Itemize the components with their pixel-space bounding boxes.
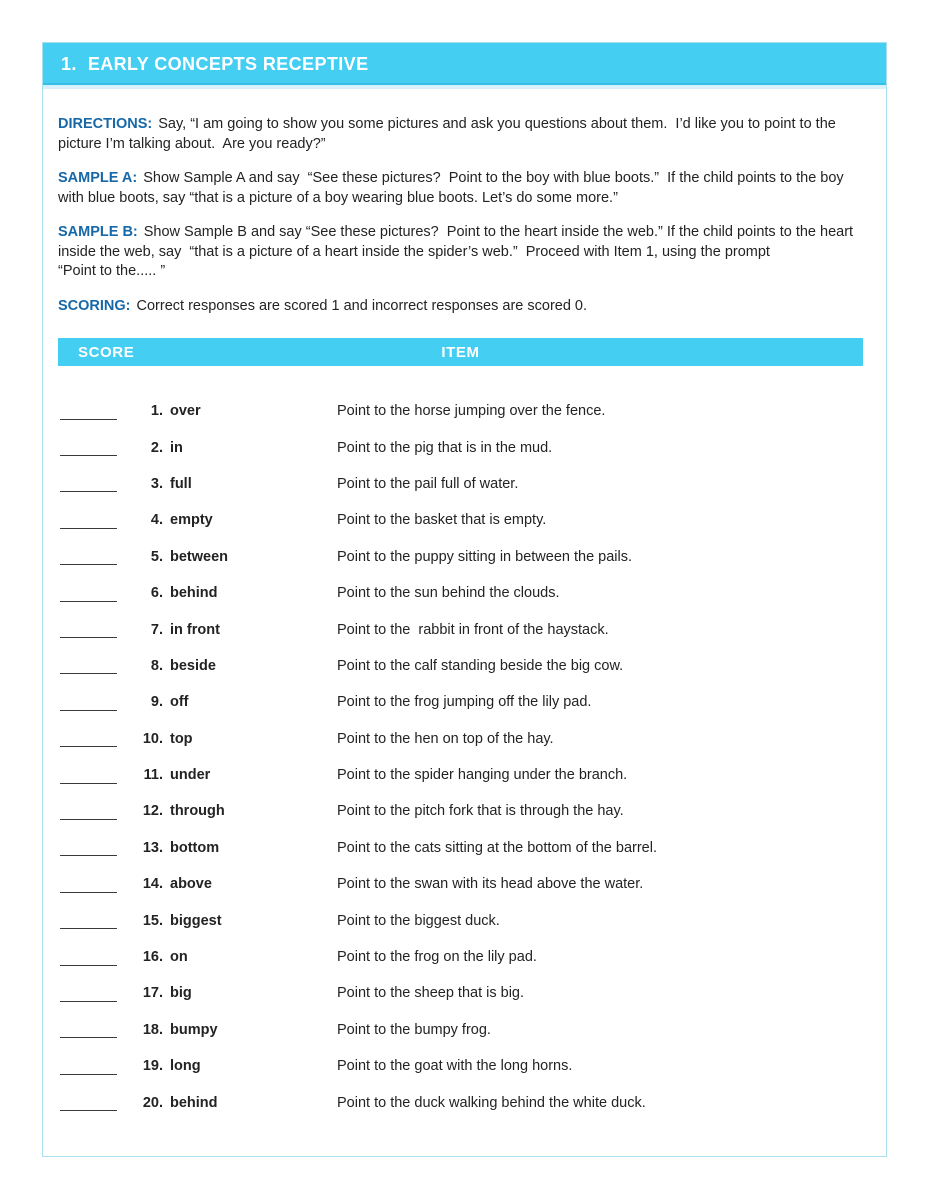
table-row xyxy=(43,902,886,938)
item-word: behind xyxy=(170,1094,218,1111)
score-blank-field[interactable] xyxy=(60,855,117,856)
item-number: 15. xyxy=(142,912,163,929)
item-text: Point to the cats sitting at the bottom of the barrel. xyxy=(337,839,657,856)
item-text: Point to the bumpy frog. xyxy=(337,1021,491,1038)
table-row xyxy=(43,721,886,757)
item-number: 5. xyxy=(150,548,163,565)
item-text: Point to the pig that is in the mud. xyxy=(337,439,553,456)
item-text: Point to the sun behind the clouds. xyxy=(337,585,560,602)
item-word: under xyxy=(170,767,211,784)
item-word: bottom xyxy=(170,839,220,856)
sample-a-paragraph xyxy=(58,169,869,208)
item-text: Point to the goat with the long horns. xyxy=(337,1058,573,1075)
score-blank-field[interactable] xyxy=(60,892,117,893)
item-number: 6. xyxy=(150,585,163,602)
score-blank-field[interactable] xyxy=(60,491,117,492)
score-blank-field[interactable] xyxy=(60,1037,117,1038)
item-word: in front xyxy=(170,621,220,638)
item-word: in xyxy=(170,439,183,456)
item-word: long xyxy=(170,1058,201,1075)
item-number: 2. xyxy=(150,439,163,456)
item-text: Point to the frog jumping off the lily pad. xyxy=(337,694,592,711)
item-text: Point to the pitch fork that is through the hay. xyxy=(337,803,624,820)
item-word: over xyxy=(170,403,201,420)
score-blank-field[interactable] xyxy=(60,564,117,565)
sample-b-label: SAMPLE B: xyxy=(58,224,138,240)
score-blank-field[interactable] xyxy=(60,1001,117,1002)
table-row xyxy=(43,939,886,975)
section-title: EARLY CONCEPTS RECEPTIVE xyxy=(87,53,369,74)
table-row xyxy=(43,1048,886,1084)
item-word: off xyxy=(170,694,189,711)
item-text: Point to the calf standing beside the big cow. xyxy=(337,657,624,674)
section-number: 1. xyxy=(61,53,77,74)
item-number: 7. xyxy=(150,621,163,638)
scoring-text: Correct responses are scored 1 and incorrect responses are scored 0. xyxy=(136,297,588,314)
item-number: 17. xyxy=(142,985,163,1002)
item-word: top xyxy=(170,730,193,747)
table-row xyxy=(43,466,886,502)
directions-label: DIRECTIONS: xyxy=(58,116,153,132)
item-number: 18. xyxy=(142,1021,163,1038)
score-blank-field[interactable] xyxy=(60,528,117,529)
sample-a-text: Show Sample A and say “See these pictures? Point to the boy with blue boots.” If the child points to the boy with blue boots, say “that is a picture of a boy wearing blue boots. Let’s do some more.” xyxy=(58,170,848,206)
item-word: full xyxy=(170,475,192,492)
score-blank-field[interactable] xyxy=(60,1074,117,1075)
table-row xyxy=(43,793,886,829)
score-column-header: SCORE xyxy=(78,343,135,361)
item-number: 8. xyxy=(150,657,163,674)
score-blank-field[interactable] xyxy=(60,455,117,456)
item-number: 13. xyxy=(142,839,163,856)
score-blank-field[interactable] xyxy=(60,419,117,420)
score-blank-field[interactable] xyxy=(60,783,117,784)
directions-paragraph xyxy=(58,115,869,154)
score-blank-field[interactable] xyxy=(60,601,117,602)
item-number: 14. xyxy=(142,876,163,893)
table-row xyxy=(43,830,886,866)
item-number: 16. xyxy=(142,949,163,966)
score-blank-field[interactable] xyxy=(60,819,117,820)
scoring-label: SCORING: xyxy=(58,297,131,314)
item-word: beside xyxy=(170,657,216,674)
score-blank-field[interactable] xyxy=(60,928,117,929)
item-text: Point to the rabbit in front of the haystack. xyxy=(337,621,609,638)
sample-a-label: SAMPLE A: xyxy=(58,170,138,186)
table-row xyxy=(43,575,886,611)
item-text: Point to the hen on top of the hay. xyxy=(337,730,554,747)
item-column-header: ITEM xyxy=(441,343,480,361)
score-blank-field[interactable] xyxy=(60,746,117,747)
item-text: Point to the puppy sitting in between the pails. xyxy=(337,548,633,565)
item-word: on xyxy=(170,949,188,966)
table-row xyxy=(43,975,886,1011)
directions-text: Say, “I am going to show you some pictures and ask you questions about them. I’d like you to point to the picture I’m talking about. Are you ready?” xyxy=(58,116,840,152)
sample-b-paragraph xyxy=(58,223,869,282)
sample-b-prompt-line: “Point to the..... ” xyxy=(58,263,166,279)
item-number: 11. xyxy=(143,767,163,784)
score-blank-field[interactable] xyxy=(60,965,117,966)
item-number: 4. xyxy=(150,512,163,529)
table-row xyxy=(43,611,886,647)
score-blank-field[interactable] xyxy=(60,1110,117,1111)
item-text: Point to the sheep that is big. xyxy=(337,985,525,1002)
score-blank-field[interactable] xyxy=(60,673,117,674)
items-table-body xyxy=(43,393,886,1121)
item-word: biggest xyxy=(170,912,222,929)
item-number: 3. xyxy=(150,475,163,492)
table-row xyxy=(43,684,886,720)
item-word: behind xyxy=(170,585,218,602)
item-text: Point to the basket that is empty. xyxy=(337,512,547,529)
assessment-page xyxy=(42,42,887,1157)
table-row xyxy=(43,1012,886,1048)
item-number: 12. xyxy=(142,803,163,820)
score-blank-field[interactable] xyxy=(60,710,117,711)
item-word: between xyxy=(170,548,229,565)
item-text: Point to the biggest duck. xyxy=(337,912,500,929)
scoring-paragraph xyxy=(58,297,869,317)
table-header-bar xyxy=(58,338,863,366)
item-number: 10. xyxy=(142,730,163,747)
table-row xyxy=(43,866,886,902)
sample-b-text: Show Sample B and say “See these pictures? Point to the heart inside the web.” If the child points to the heart inside the web, say “that is a picture of a heart inside the spider’s web.” Proceed with Item 1, using the prompt xyxy=(58,224,858,260)
item-word: bumpy xyxy=(170,1021,218,1038)
item-text: Point to the spider hanging under the branch. xyxy=(337,767,628,784)
item-text: Point to the swan with its head above the water. xyxy=(337,876,644,893)
item-word: above xyxy=(170,876,212,893)
item-text: Point to the horse jumping over the fence. xyxy=(337,403,606,420)
table-row xyxy=(43,429,886,465)
section-header-bar xyxy=(43,43,886,85)
table-row xyxy=(43,502,886,538)
item-word: empty xyxy=(170,512,213,529)
item-word: through xyxy=(170,803,225,820)
item-text: Point to the frog on the lily pad. xyxy=(337,949,537,966)
item-number: 9. xyxy=(150,694,163,711)
table-row xyxy=(43,757,886,793)
item-text: Point to the pail full of water. xyxy=(337,475,519,492)
table-row xyxy=(43,1084,886,1120)
item-number: 20. xyxy=(142,1094,163,1111)
table-row xyxy=(43,648,886,684)
item-number: 19. xyxy=(142,1058,163,1075)
score-blank-field[interactable] xyxy=(60,637,117,638)
table-row xyxy=(43,539,886,575)
item-word: big xyxy=(170,985,192,1002)
instructions-block xyxy=(43,89,886,316)
item-number: 1. xyxy=(150,403,163,420)
table-row xyxy=(43,393,886,429)
item-text: Point to the duck walking behind the white duck. xyxy=(337,1094,646,1111)
